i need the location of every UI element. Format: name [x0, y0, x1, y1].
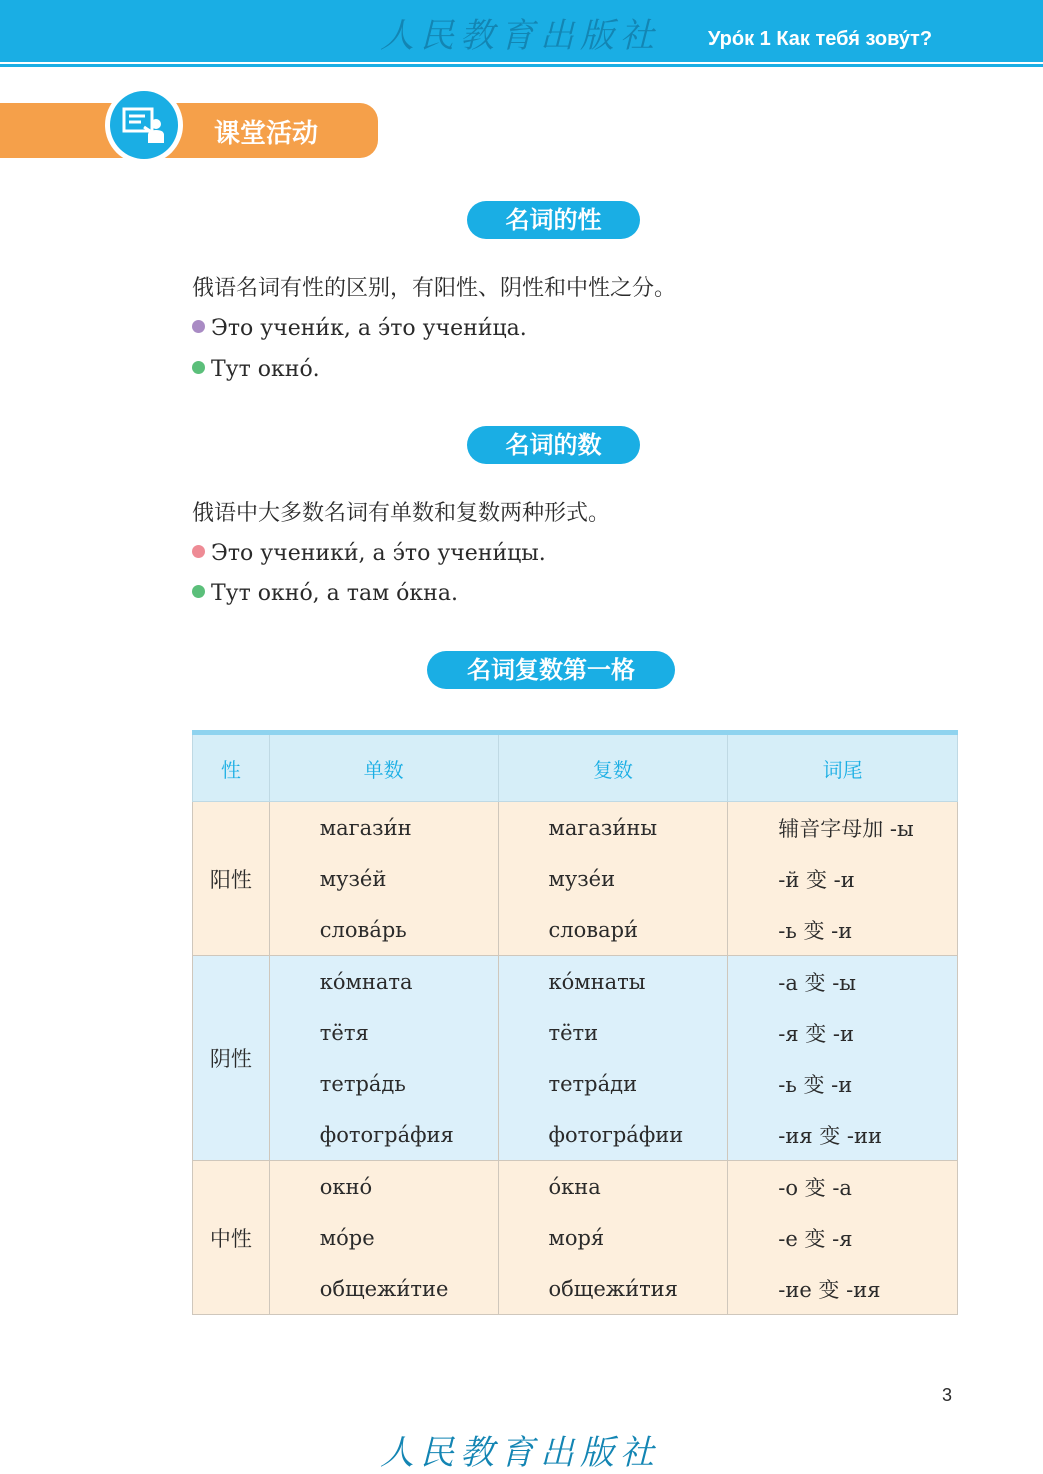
- ending-cell: -ия 变 -ии: [728, 1109, 958, 1161]
- table-row: [193, 1161, 958, 1213]
- ending-cell: -ие 变 -ия: [728, 1263, 958, 1315]
- gender-cell: 阳性: [193, 802, 270, 956]
- example-line: [192, 316, 527, 341]
- example-text: Тут окно́.: [211, 357, 320, 382]
- example-text: Это ученики́, а э́то учени́цы.: [211, 541, 546, 566]
- plural-cell: тетра́ди: [498, 1058, 728, 1109]
- plural-cell: словари́: [498, 904, 728, 956]
- gender-cell: 阴性: [193, 956, 270, 1161]
- ending-cell: -о 变 -а: [728, 1161, 958, 1213]
- plural-cell: общежи́тия: [498, 1263, 728, 1315]
- bullet-dot: [192, 320, 205, 333]
- singular-cell: магази́н: [269, 802, 498, 854]
- page-number: 3: [942, 1385, 953, 1405]
- table-header-row: [193, 733, 958, 802]
- plural-cell: моря́: [498, 1212, 728, 1263]
- ending-cell: -ь 变 -и: [728, 904, 958, 956]
- plural-cell: тёти: [498, 1007, 728, 1058]
- teacher-board-icon: [110, 91, 178, 159]
- plural-cell: музе́и: [498, 853, 728, 904]
- table-row: [193, 1109, 958, 1161]
- header-gender: 性: [193, 733, 270, 802]
- singular-cell: фотогра́фия: [269, 1109, 498, 1161]
- plural-cell: ко́мнаты: [498, 956, 728, 1008]
- topic-pill-gender: 名词的性: [467, 201, 640, 239]
- singular-cell: ко́мната: [269, 956, 498, 1008]
- table-row: [193, 802, 958, 854]
- header-ending: 词尾: [728, 733, 958, 802]
- ending-cell: -я 变 -и: [728, 1007, 958, 1058]
- bullet-dot: [192, 545, 205, 558]
- bullet-dot: [192, 361, 205, 374]
- example-text: Тут окно́, а там о́кна.: [211, 581, 458, 606]
- singular-cell: общежи́тие: [269, 1263, 498, 1315]
- table-row: [193, 1263, 958, 1315]
- topic-pill-plural-nominative: 名词复数第一格: [427, 651, 675, 689]
- gender-explanation: 俄语名词有性的区别，有阳性、阴性和中性之分。: [192, 276, 677, 301]
- example-line: [192, 541, 546, 566]
- header-plural: 复数: [498, 733, 728, 802]
- singular-cell: окно́: [269, 1161, 498, 1213]
- example-line: [192, 357, 320, 382]
- table-row: [193, 1058, 958, 1109]
- section-banner: [0, 103, 378, 158]
- gender-cell: 中性: [193, 1161, 270, 1315]
- singular-cell: тетра́дь: [269, 1058, 498, 1109]
- lesson-title: Уро́к 1 Как тебя́ зову́т?: [708, 28, 933, 50]
- ending-cell: -е 变 -я: [728, 1212, 958, 1263]
- example-text: Это учени́к, а э́то учени́ца.: [211, 316, 527, 341]
- header-divider: [0, 64, 1043, 67]
- singular-cell: тётя: [269, 1007, 498, 1058]
- section-title: 课堂活动: [214, 119, 319, 149]
- publisher-logo-top: 人民教育出版社: [380, 16, 660, 56]
- singular-cell: музе́й: [269, 853, 498, 904]
- topic-pill-number: 名词的数: [467, 426, 640, 464]
- table-row: [193, 904, 958, 956]
- ending-cell: -а 变 -ы: [728, 956, 958, 1008]
- singular-cell: слова́рь: [269, 904, 498, 956]
- table-row: [193, 1007, 958, 1058]
- header-singular: 单数: [269, 733, 498, 802]
- plural-nominative-table: [192, 730, 958, 1315]
- ending-cell: -ь 变 -и: [728, 1058, 958, 1109]
- table-row: [193, 956, 958, 1008]
- ending-cell: 辅音字母加 -ы: [728, 802, 958, 854]
- ending-cell: -й 变 -и: [728, 853, 958, 904]
- plural-cell: о́кна: [498, 1161, 728, 1213]
- singular-cell: мо́ре: [269, 1212, 498, 1263]
- table-row: [193, 1212, 958, 1263]
- plural-cell: фотогра́фии: [498, 1109, 728, 1161]
- number-explanation: 俄语中大多数名词有单数和复数两种形式。: [192, 501, 611, 526]
- example-line: [192, 581, 458, 606]
- plural-cell: магази́ны: [498, 802, 728, 854]
- bullet-dot: [192, 585, 205, 598]
- table-row: [193, 853, 958, 904]
- publisher-logo-bottom: 人民教育出版社: [380, 1433, 660, 1473]
